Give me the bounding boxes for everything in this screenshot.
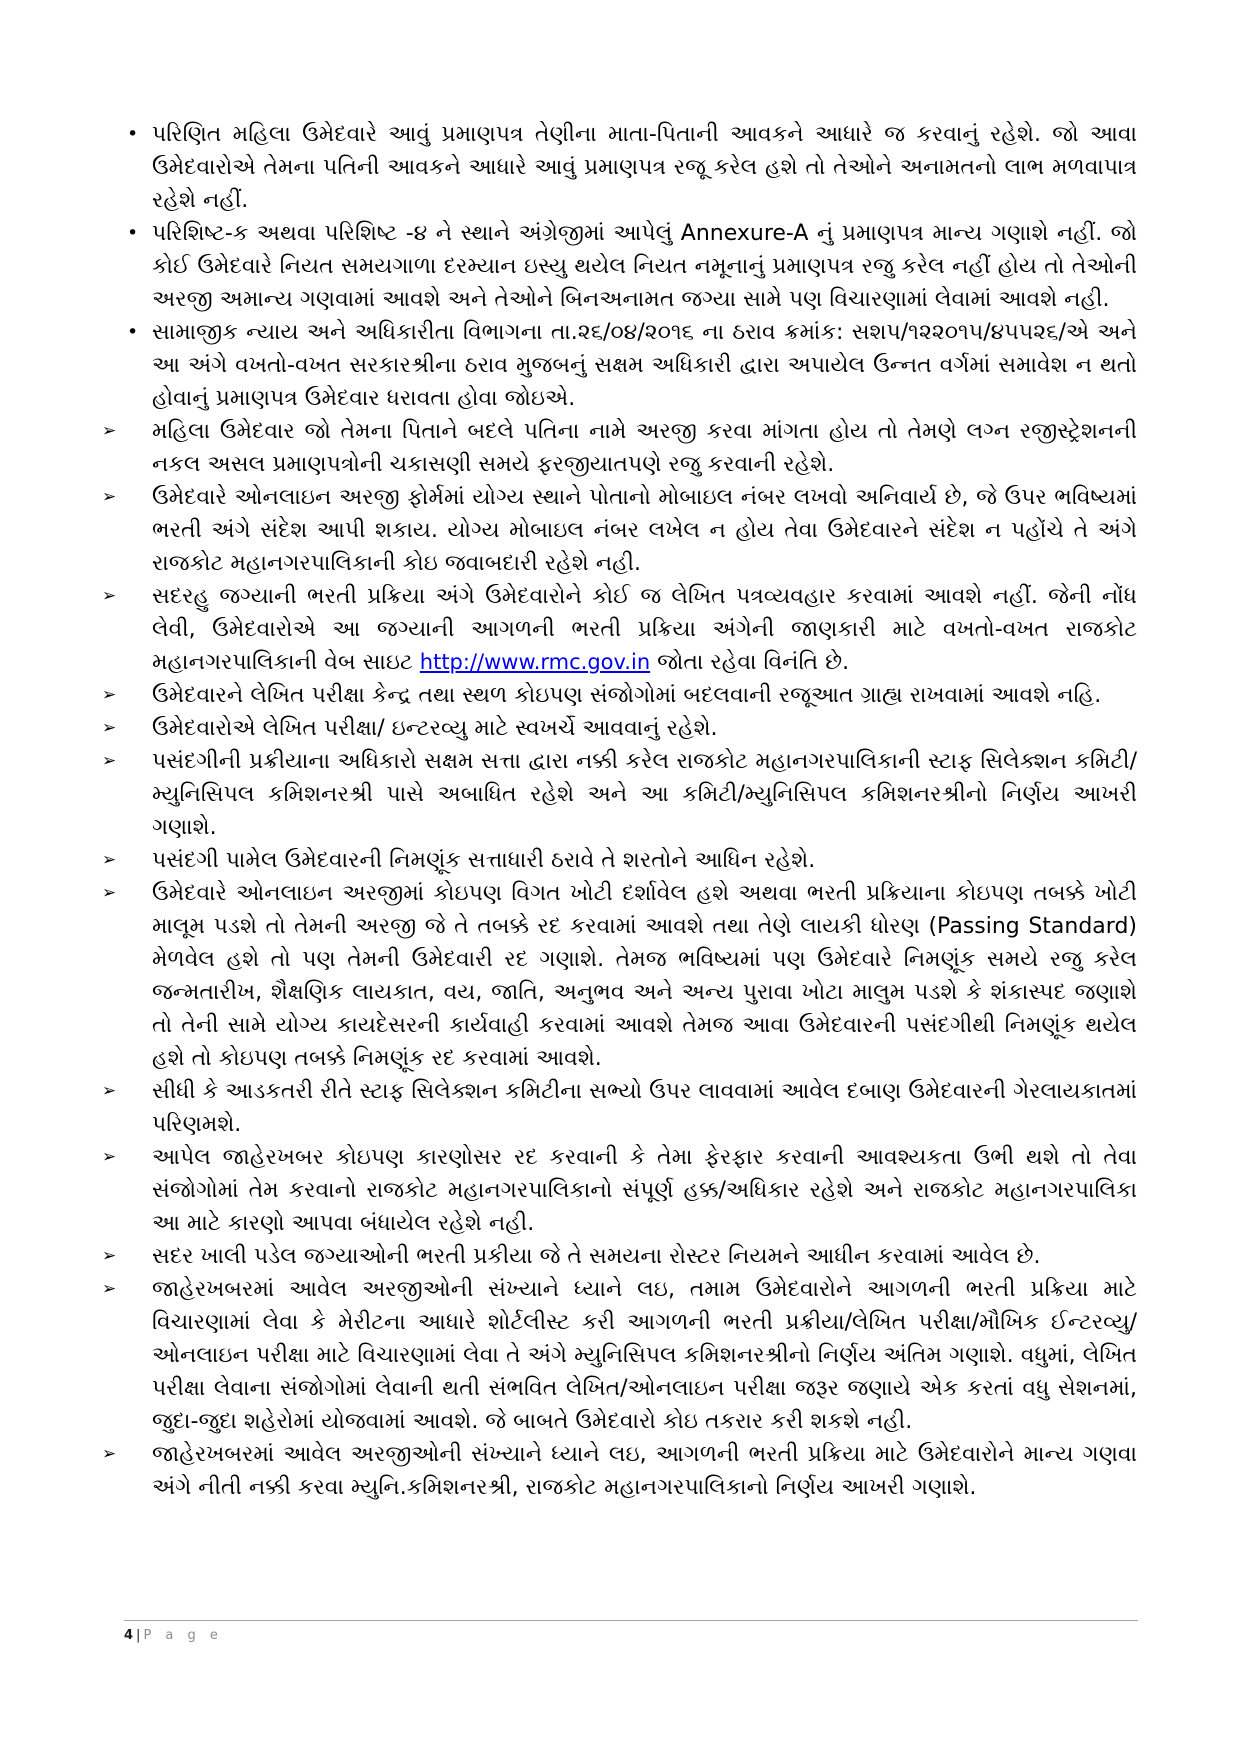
- list-item-text: ઉમેદવારને લેખિત પરીક્ષા કેન્દ્ર તથા સ્થળ કોઇપણ સંજોગોમાં બદલવાની રજૂઆત ગ્રાહ્ય રાખવામાં આવશે નહિ.: [152, 683, 1102, 708]
- list-item-text: ઉમેદવારે ઓનલાઇન અરજી ફોર્મમાં યોગ્ય સ્થાને પોતાનો મોબાઇલ નંબર લખવો અનિવાર્ય છે, જે ઉપર ભવિષ્યમાં ભરતી અંગે સંદેશ આપી શકાય. યોગ્ય મોબાઇલ નંબર લખેલ ન હોય તેવા ઉમેદવારને સંદેશ ન પહોંચે તે અંગે રાજકોટ મહાનગરપાલિકાની કોઇ જવાબદારી રહેશે નહી.: [152, 485, 1137, 576]
- arrow-bullet-icon: ➢: [102, 487, 117, 507]
- list-item-text-after-link: જોતા રહેવા વિનંતિ છે.: [650, 650, 850, 675]
- list-item-text: સદર ખાલી પડેલ જગ્યાઓની ભરતી પ્રકીયા જે તે સમયના રોસ્ટર નિયમને આધીન કરવામાં આવેલ છે.: [152, 1244, 1041, 1269]
- arrow-bullet-icon: ➢: [102, 718, 117, 738]
- arrow-bullet-icon: ➢: [102, 1279, 117, 1299]
- list-item: [100, 679, 1137, 712]
- page-label: P a g e: [143, 1628, 223, 1643]
- list-item-text: પસંદગીની પ્રક્રીયાના અધિકારો સક્ષમ સત્તા દ્વારા નક્કી કરેલ રાજકોટ મહાનગરપાલિકાની સ્ટાફ સિલેક્શન કમિટી/મ્યુનિસિપલ કમિશનરશ્રી પાસે અબાધિત રહેશે અને આ કમિટી/મ્યુનિસિપલ કમિશનરશ્રીનો નિર્ણય આખરી ગણાશે.: [152, 749, 1137, 840]
- list-item-text: સીધી કે આડકતરી રીતે સ્ટાફ સિલેક્શન કમિટીના સભ્યો ઉપર લાવવામાં આવેલ દબાણ ઉમેદવારની ગેરલાયકાતમાં પરિણમશે.: [152, 1079, 1137, 1137]
- list-item-text: આપેલ જાહેરખબર કોઇપણ કારણોસર રદ કરવાની કે તેમા ફેરફાર કરવાની આવશ્યકતા ઉભી થશે તો તેવા સંજોગોમાં તેમ કરવાનો રાજકોટ મહાનગરપાલિકાનો સંપૂર્ણ હક્ક/અધિકાર રહેશે અને રાજકોટ મહાનગરપાલિકા આ માટે કારણો આપવા બંધાયેલ રહેશે નહી.: [152, 1145, 1137, 1236]
- list-item-text: [152, 580, 1137, 679]
- arrow-bullet-icon: ➢: [102, 1081, 117, 1101]
- list-item: [100, 1075, 1137, 1141]
- bullet-icon: •: [127, 321, 139, 343]
- arrow-bullet-icon: ➢: [102, 883, 117, 903]
- list-item: [100, 1240, 1137, 1273]
- list-item: [100, 1273, 1137, 1438]
- arrow-bullet-icon: ➢: [102, 685, 117, 705]
- arrow-bullet-icon: ➢: [102, 850, 117, 870]
- list-item: [100, 316, 1137, 415]
- list-item: [100, 844, 1137, 877]
- list-item-text: જાહેરખબરમાં આવેલ અરજીઓની સંખ્યાને ધ્યાને લઇ, આગળની ભરતી પ્રક્રિયા માટે ઉમેદવારોને માન્ય ગણવા અંગે નીતી નક્કી કરવા મ્યુનિ.કમિશનરશ્રી, રાજકોટ મહાનગરપાલિકાનો નિર્ણય આખરી ગણાશે.: [152, 1442, 1137, 1500]
- list-item: [100, 118, 1137, 217]
- footer-separator: |: [136, 1628, 141, 1643]
- list-item: [100, 1438, 1137, 1504]
- list-item-text: પરિણિત મહિલા ઉમેદવારે આવું પ્રમાણપત્ર તેણીના માતા-પિતાની આવકને આધારે જ કરવાનું રહેશે. જો આવા ઉમેદવારોએ તેમના પતિની આવકને આધારે આવું પ્રમાણપત્ર રજૂ કરેલ હશે તો તેઓને અનામતનો લાભ મળવાપાત્ર રહેશે નહીં.: [152, 122, 1137, 213]
- list-item: [100, 580, 1137, 679]
- arrow-bullet-icon: ➢: [102, 1147, 117, 1167]
- list-item-text-before-link: સદરહુ જગ્યાની ભરતી પ્રક્રિયા અંગે ઉમેદવારોને કોઈ જ લેખિત પત્રવ્યવહાર કરવામાં આવશે નહીં. જેની નોંધ લેવી, ઉમેદવારોએ આ જગ્યાની આગળની ભરતી પ્રક્રિયા અંગેની જાણકારી માટે વખતો-વખત રાજકોટ મહાનગરપાલિકાની વેબ સાઇટ: [152, 584, 1137, 675]
- page-number: 4: [124, 1628, 134, 1643]
- arrow-bullet-icon: ➢: [102, 751, 117, 771]
- list-item: [100, 745, 1137, 844]
- rmc-website-link[interactable]: http://www.rmc.gov.in: [419, 650, 651, 674]
- arrow-bullet-icon: ➢: [102, 1246, 117, 1266]
- list-item: [100, 415, 1137, 481]
- arrow-bullet-icon: ➢: [102, 421, 117, 441]
- list-item: [100, 712, 1137, 745]
- list-item-text: પરિશિષ્ટ-ક અથવા પરિશિષ્ટ -૪ ને સ્થાને અંગ્રેજીમાં આપેલું Annexure-A નું પ્રમાણપત્ર માન્ય ગણાશે નહીં. જો કોઈ ઉમેદવારે નિયત સમયગાળા દરમ્યાન ઇસ્યુ થયેલ નિયત નમૂનાનું પ્રમાણપત્ર રજુ કરેલ નહીં હોય તો તેઓની અરજી અમાન્ય ગણવામાં આવશે અને તેઓને બિનઅનામત જગ્યા સામે પણ વિચારણામાં લેવામાં આવશે નહી.: [152, 221, 1137, 312]
- list-item-text: સામાજીક ન્યાય અને અધિકારીતા વિભાગના તા.૨૬/૦૪/૨૦૧૬ ના ઠરાવ ક્રમાંક: સશપ/૧૨૨૦૧૫/૪૫૫૨૬/એ અને આ અંગે વખતો-વખત સરકારશ્રીના ઠરાવ મુજબનું સક્ષમ અધિકારી દ્વારા અપાયેલ ઉન્નત વર્ગમાં સમાવેશ ન થતો હોવાનું પ્રમાણપત્ર ઉમેદવાર ધરાવતા હોવા જોઇએ.: [152, 320, 1137, 411]
- list-item-text: મહિલા ઉમેદવાર જો તેમના પિતાને બદલે પતિના નામે અરજી કરવા માંગતા હોય તો તેમણે લગ્ન રજીસ્ટ્રેશનની નકલ અસલ પ્રમાણપત્રોની ચકાસણી સમયે ફરજીયાતપણે રજુ કરવાની રહેશે.: [152, 419, 1137, 477]
- list-item-text: પસંદગી પામેલ ઉમેદવારની નિમણૂંક સત્તાધારી ઠરાવે તે શરતોને આધિન રહેશે.: [152, 848, 816, 873]
- page-footer: [124, 1620, 1138, 1643]
- list-item: [100, 481, 1137, 580]
- list-item-text: જાહેરખબરમાં આવેલ અરજીઓની સંખ્યાને ધ્યાને લઇ, તમામ ઉમેદવારોને આગળની ભરતી પ્રક્રિયા માટે વિચારણામાં લેવા કે મેરીટના આધારે શોર્ટલીસ્ટ કરી આગળની ભરતી પ્રક્રીયા/લેખિત પરીક્ષા/મૌખિક ઈન્ટરવ્યુ/ઓનલાઇન પરીક્ષા માટે વિચારણામાં લેવા તે અંગે મ્યુનિસિપલ કમિશનરશ્રીનો નિર્ણય અંતિમ ગણાશે. વધુમાં, લેખિત પરીક્ષા લેવાના સંજોગોમાં લેવાની થતી સંભવિત લેખિત/ઓનલાઇન પરીક્ષા જરૂર જણાયે એક કરતાં વધુ સેશનમાં, જુદા-જુદા શહેરોમાં યોજવામાં આવશે. જે બાબતે ઉમેદવારો કોઇ તકરાર કરી શકશે નહી.: [152, 1277, 1137, 1434]
- list-item: [100, 1141, 1137, 1240]
- arrow-bullet-icon: ➢: [102, 1444, 117, 1464]
- notice-list: [100, 118, 1137, 1504]
- bullet-icon: •: [127, 123, 139, 145]
- bullet-icon: •: [127, 222, 139, 244]
- list-item: [100, 877, 1137, 1075]
- list-item: [100, 217, 1137, 316]
- list-item-text: ઉમેદવારે ઓનલાઇન અરજીમાં કોઇપણ વિગત ખોટી દર્શાવેલ હશે અથવા ભરતી પ્રક્રિયાના કોઇપણ તબક્કે ખોટી માલૂમ પડશે તો તેમની અરજી જે તે તબક્કે રદ કરવામાં આવશે તથા તેણે લાયકી ધોરણ (Passing Standard) મેળવેલ હશે તો પણ તેમની ઉમેદવારી રદ ગણાશે. તેમજ ભવિષ્યમાં પણ ઉમેદવારે નિમણૂંક સમયે રજુ કરેલ જન્મતારીખ, શૈક્ષણિક લાયકાત, વય, જાતિ, અનુભવ અને અન્ય પુરાવા ખોટા માલુમ પડશે કે શંકાસ્પદ જણાશે તો તેની સામે યોગ્ય કાયદેસરની કાર્યવાહી કરવામાં આવશે તેમજ આવા ઉમેદવારની પસંદગીથી નિમણૂંક થયેલ હશે તો કોઇપણ તબક્કે નિમણૂંક રદ કરવામાં આવશે.: [152, 881, 1137, 1071]
- list-item-text: ઉમેદવારોએ લેખિત પરીક્ષા/ ઇન્ટરવ્યુ માટે સ્વખર્ચે આવવાનું રહેશે.: [152, 716, 718, 741]
- arrow-bullet-icon: ➢: [102, 586, 117, 606]
